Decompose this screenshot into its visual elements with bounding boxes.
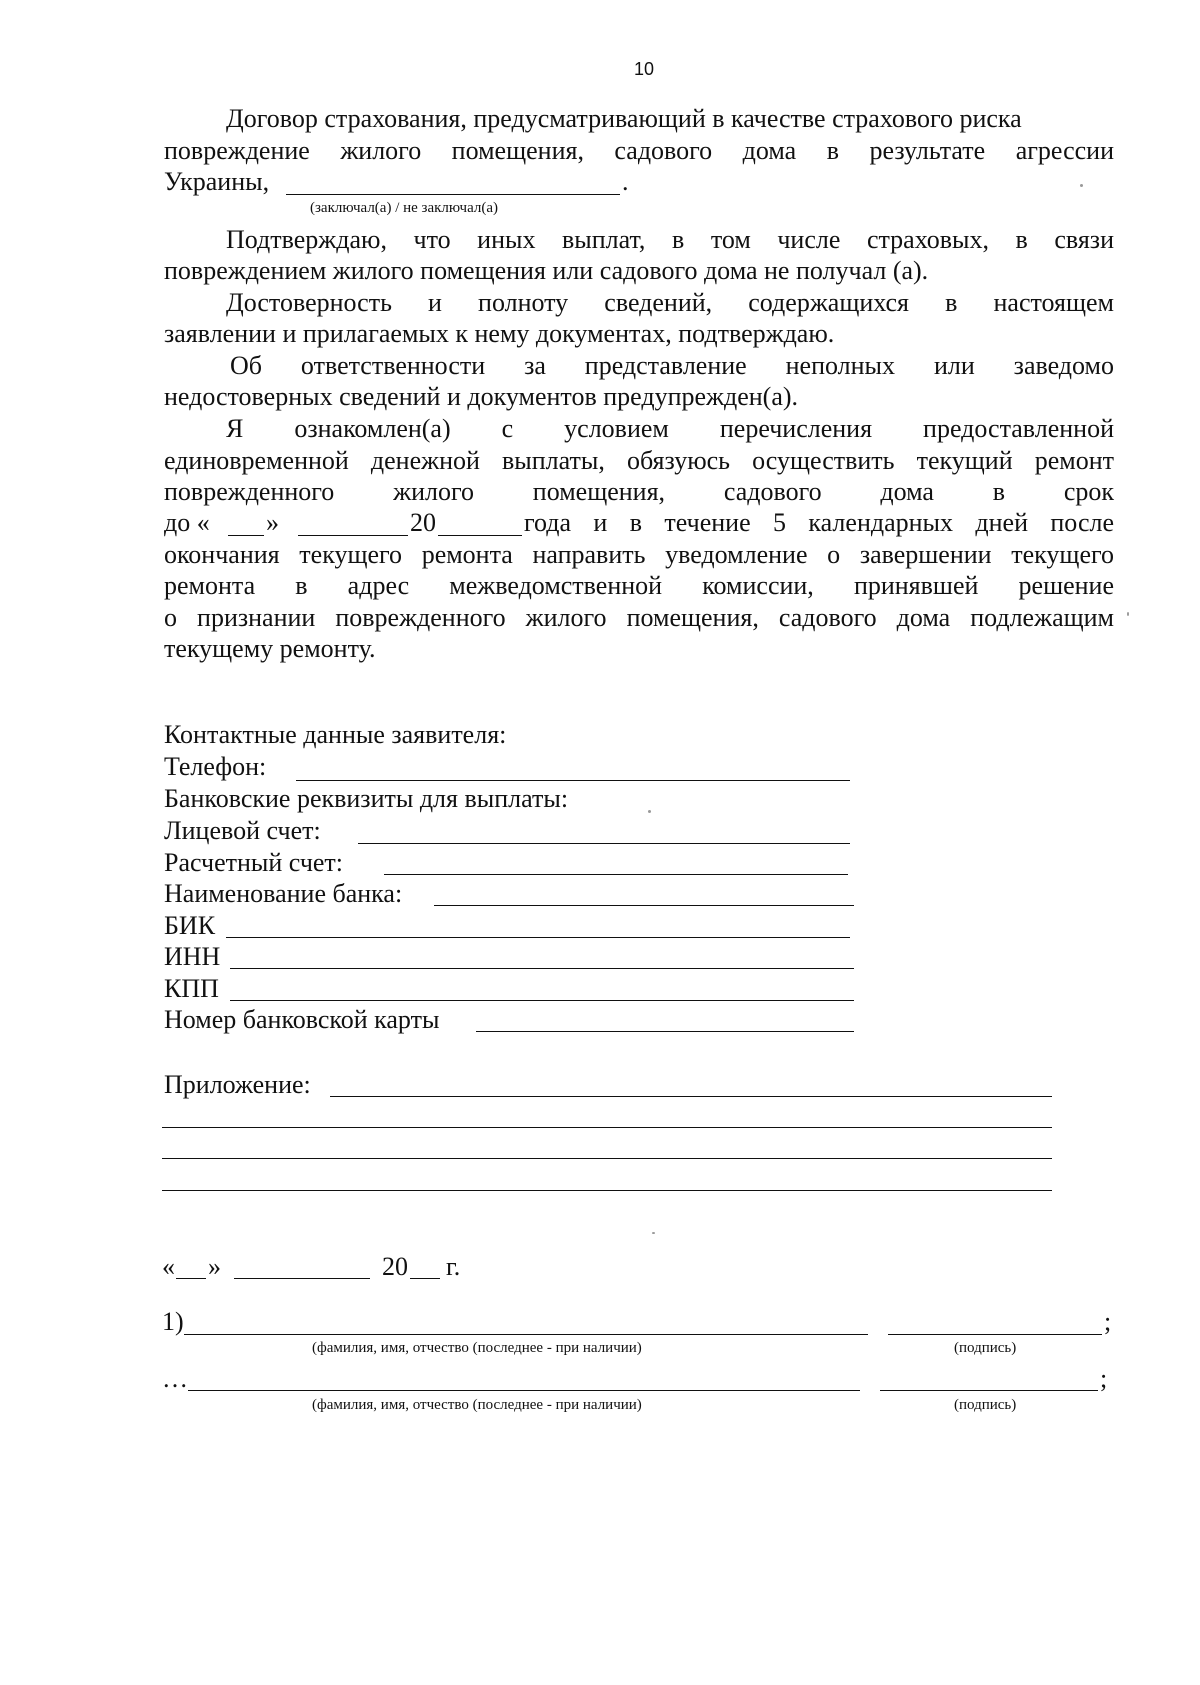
acquainted-line-4-b: »: [266, 508, 279, 537]
scan-speck: [652, 1232, 655, 1234]
date-year-prefix: 20: [382, 1252, 408, 1281]
bank-details-heading: Банковские реквизиты для выплаты:: [164, 784, 569, 813]
kpp-field[interactable]: [230, 1000, 854, 1001]
acquainted-line-4-a: до «: [164, 508, 210, 537]
acquainted-line-6: ремонта в адрес межведомственной комиссии, принявшей решение: [164, 571, 1114, 600]
deadline-month-blank: [298, 535, 408, 536]
acquainted-line-4-c: 20: [410, 508, 436, 537]
attachment-line-2[interactable]: [162, 1127, 1052, 1128]
date-suffix: г.: [446, 1252, 461, 1281]
attachment-line-3[interactable]: [162, 1158, 1052, 1159]
inn-field[interactable]: [230, 968, 854, 969]
insurance-caption: (заключал(а) / не заключал(а): [310, 200, 499, 216]
kpp-label: КПП: [164, 974, 219, 1003]
page-number: 10: [634, 59, 655, 79]
bik-field[interactable]: [226, 937, 850, 938]
acquainted-line-7: о признании поврежденного жилого помещения, садового дома подлежащим: [164, 603, 1114, 632]
personal-account-label: Лицевой счет:: [164, 816, 321, 845]
confirm-payments-line-2: повреждением жилого помещения или садового дома не получал (а).: [164, 256, 929, 285]
signatory-more-terminator: ;: [1100, 1364, 1108, 1393]
signatory-1-prefix: 1): [162, 1307, 184, 1336]
signatory-more-name-field[interactable]: [188, 1390, 860, 1391]
attachment-label: Приложение:: [164, 1070, 311, 1099]
signatory-more-sign-caption: (подпись): [954, 1397, 1017, 1413]
bank-name-label: Наименование банка:: [164, 879, 403, 908]
deadline-year-blank: [438, 535, 522, 536]
acquainted-line-8: текущему ремонту.: [164, 634, 376, 663]
responsibility-line-2: недостоверных сведений и документов предупрежден(а).: [164, 382, 799, 411]
confirm-payments-line-1: Подтверждаю, что иных выплат, в том числе страховых, в связи: [226, 225, 1114, 254]
contacts-heading: Контактные данные заявителя:: [164, 720, 507, 749]
signatory-more-prefix: …: [162, 1364, 188, 1393]
acquainted-line-4-d: года и в течение 5 календарных дней после: [524, 508, 1114, 537]
reliability-line-2: заявлении и прилагаемых к нему документах, подтверждаю.: [164, 319, 835, 348]
bank-card-label: Номер банковской карты: [164, 1005, 440, 1034]
signatory-1-terminator: ;: [1104, 1307, 1112, 1336]
bik-label: БИК: [164, 911, 216, 940]
date-day-blank[interactable]: [176, 1278, 206, 1279]
settlement-account-label: Расчетный счет:: [164, 848, 344, 877]
reliability-line-1: Достоверность и полноту сведений, содержащихся в настоящем: [226, 288, 1114, 317]
acquainted-line-5: окончания текущего ремонта направить уведомление о завершении текущего: [164, 540, 1114, 569]
acquainted-line-3: поврежденного жилого помещения, садового дома в срок: [164, 477, 1114, 506]
signatory-more-signature-field[interactable]: [880, 1390, 1098, 1391]
insurance-blank-line: [286, 194, 620, 195]
responsibility-line-1: Об ответственности за представление неполных или заведомо: [230, 351, 1114, 380]
phone-label: Телефон:: [164, 752, 267, 781]
date-year-blank[interactable]: [410, 1278, 440, 1279]
date-open-quote: «: [162, 1252, 175, 1281]
date-close-quote: »: [208, 1252, 221, 1281]
scan-speck: [1080, 184, 1083, 187]
insurance-line-3-end: .: [622, 167, 629, 196]
insurance-line-1: Договор страхования, предусматривающий в качестве страхового риска: [226, 104, 1022, 133]
scan-speck: [1127, 612, 1129, 616]
bank-name-field[interactable]: [434, 905, 854, 906]
signatory-1-sign-caption: (подпись): [954, 1340, 1017, 1356]
date-month-blank[interactable]: [234, 1278, 370, 1279]
attachment-line-4[interactable]: [162, 1190, 1052, 1191]
phone-field[interactable]: [296, 780, 850, 781]
signatory-1-signature-field[interactable]: [888, 1334, 1102, 1335]
signatory-1-name-caption: (фамилия, имя, отчество (последнее - при наличии): [312, 1340, 642, 1356]
attachment-line-1[interactable]: [330, 1096, 1052, 1097]
personal-account-field[interactable]: [358, 843, 850, 844]
acquainted-line-1: Я ознакомлен(а) с условием перечисления предоставленной: [226, 414, 1114, 443]
deadline-day-blank: [228, 535, 264, 536]
insurance-line-3-start: Украины,: [164, 167, 270, 196]
signatory-more-name-caption: (фамилия, имя, отчество (последнее - при наличии): [312, 1397, 642, 1413]
inn-label: ИНН: [164, 942, 221, 971]
bank-card-field[interactable]: [476, 1031, 854, 1032]
signatory-1-name-field[interactable]: [184, 1334, 868, 1335]
acquainted-line-2: единовременной денежной выплаты, обязуюсь осуществить текущий ремонт: [164, 446, 1114, 475]
settlement-account-field[interactable]: [384, 874, 848, 875]
scan-speck: [648, 810, 651, 813]
insurance-line-2: повреждение жилого помещения, садового дома в результате агрессии: [164, 136, 1114, 165]
